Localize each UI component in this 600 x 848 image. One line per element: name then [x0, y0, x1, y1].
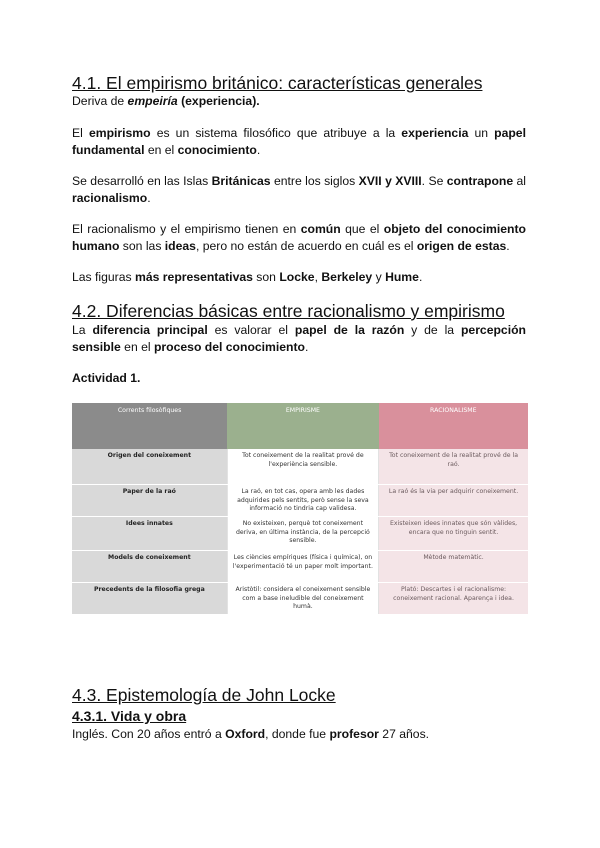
row-label: Origen del coneixement: [72, 449, 227, 485]
text-run: .: [418, 270, 423, 284]
paragraph-empirismo-definition: [72, 125, 526, 159]
text-run: proceso del conocimiento: [153, 340, 306, 354]
text-run: son: [252, 270, 280, 284]
section-4-3-title: 4.3. Epistemología de John Locke: [72, 685, 336, 705]
comparison-table: [72, 403, 528, 615]
empirisme-cell: Aristòtil: considera el coneixement sensible com a base ineludible del coneixement humà.: [227, 583, 378, 615]
empirisme-cell: Les ciències empíriques (física i química), on l'experimentació té un paper molt important.: [227, 551, 378, 583]
text-run: El racionalismo y el empirismo tienen en: [72, 222, 301, 236]
text-run: Oxford: [225, 727, 266, 741]
text-run: .: [147, 191, 151, 205]
row-label: Models de coneixement: [72, 551, 227, 583]
text-run: y: [372, 270, 386, 284]
text-run: Las figuras: [72, 270, 136, 284]
text-run: percepción sensible: [72, 323, 526, 354]
paragraph-figuras: [72, 269, 526, 286]
table-row: [72, 551, 528, 583]
text-run: ideas: [164, 239, 196, 253]
text-run: .: [256, 143, 261, 157]
racionalisme-cell: Tot coneixement de la realitat prové de la raó.: [379, 449, 528, 485]
text-run: contrapone: [446, 174, 514, 188]
text-run: origen de estas: [416, 239, 507, 253]
empirisme-cell: Tot coneixement de la realitat prové de l'experiència sensible.: [227, 449, 378, 485]
text-run: , pero no están de acuerdo en cuál es el: [195, 239, 417, 253]
section-4-1-title: 4.1. El empirismo británico: características generales: [72, 73, 483, 93]
racionalisme-cell: La raó és la via per adquirir coneixement.: [379, 485, 528, 517]
activity-label: Actividad 1.: [72, 371, 141, 385]
section-4-3-1-title: 4.3.1. Vida y obra: [72, 708, 187, 724]
table-row: [72, 449, 528, 485]
text-run: en el: [120, 340, 154, 354]
empirisme-cell: No existeixen, perquè tot coneixement deriva, en última instància, de la percepció sensible.: [227, 517, 378, 551]
paragraph-comun: [72, 221, 526, 255]
text-run: es valorar el: [207, 323, 295, 337]
text-run: El: [72, 126, 89, 140]
text-run: más representativas: [135, 270, 253, 284]
row-label: Idees innates: [72, 517, 227, 551]
table-header: Corrents filosòfiques: [72, 403, 227, 449]
text-run: conocimiento: [177, 143, 257, 157]
text-run: experiencia: [401, 126, 469, 140]
text-run: papel fundamental: [72, 126, 526, 157]
text-run: son las: [119, 239, 165, 253]
text-run: .: [506, 239, 510, 253]
text-run: al: [513, 174, 527, 188]
text-run: .: [305, 340, 309, 354]
text-run: , donde fue: [265, 727, 330, 741]
text-run: XVII y XVIII: [358, 174, 422, 188]
text-run: racionalismo: [72, 191, 148, 205]
text-run: ,: [314, 270, 322, 284]
text-run: profesor: [329, 727, 379, 741]
text-run: . Se: [421, 174, 447, 188]
row-label: Paper de la raó: [72, 485, 227, 517]
text-run: Locke: [279, 270, 315, 284]
paragraph-locke-bio: [72, 726, 526, 743]
text-run: empirismo: [88, 126, 151, 140]
table-header: EMPIRISME: [227, 403, 378, 449]
text-run: en el: [144, 143, 178, 157]
text-run: que el: [340, 222, 384, 236]
text-run: Deriva de: [72, 94, 128, 108]
racionalisme-cell: Mètode matemàtic.: [379, 551, 528, 583]
text-run: es un sistema filosófico que atribuye a la: [150, 126, 402, 140]
table-header: RACIONALISME: [379, 403, 528, 449]
text-run: Inglés. Con 20 años entró a: [72, 727, 226, 741]
text-run: objeto del conocimiento humano: [72, 222, 526, 253]
text-run: y de la: [404, 323, 461, 337]
text-run: papel de la razón: [294, 323, 405, 337]
table-row: [72, 485, 528, 517]
text-run: empeiría: [127, 94, 178, 108]
text-run: diferencia principal: [92, 323, 208, 337]
table-row: [72, 517, 528, 551]
table-header-row: [72, 403, 528, 449]
empirisme-cell: La raó, en tot cas, opera amb les dades adquirides pels sentits, però sense la seva informació no tindria cap validesa.: [227, 485, 378, 517]
paragraph-diferencia: [72, 322, 526, 356]
text-run: común: [300, 222, 341, 236]
text-run: La: [72, 323, 93, 337]
paragraph-desarrollo: [72, 173, 526, 207]
racionalisme-cell: Existeixen idees innates que són vàlides, encara que no tinguin sentit.: [379, 517, 528, 551]
text-run: 27 años.: [378, 727, 430, 741]
text-run: Berkeley: [321, 270, 373, 284]
text-run: Británicas: [211, 174, 271, 188]
text-run: un: [468, 126, 495, 140]
section-4-2-title: 4.2. Diferencias básicas entre racionalismo y empirismo: [72, 301, 505, 321]
table-row: [72, 583, 528, 615]
paragraph-deriva: [72, 93, 526, 110]
text-run: entre los siglos: [270, 174, 359, 188]
racionalisme-cell: Plató: Descartes i el racionalisme: coneixement racional. Aparença i idea.: [379, 583, 528, 615]
text-run: (experiencia).: [177, 94, 260, 108]
row-label: Precedents de la filosofia grega: [72, 583, 227, 615]
text-run: Hume: [385, 270, 419, 284]
text-run: Se desarrolló en las Islas: [72, 174, 212, 188]
